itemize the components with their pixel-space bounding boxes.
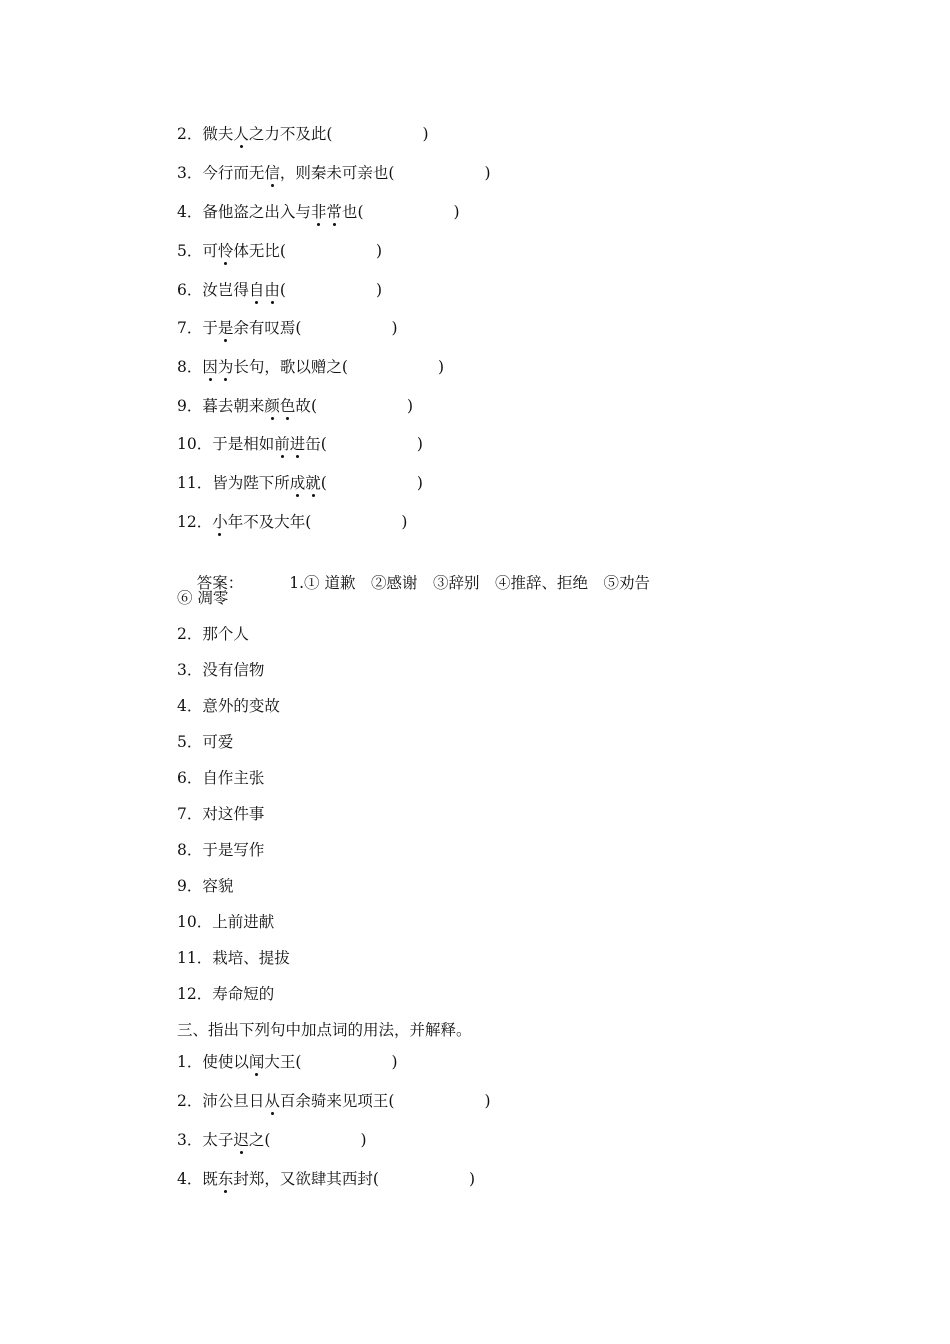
exercise-item: [177, 124, 429, 144]
exercise-item: [177, 163, 491, 183]
item-number: 9．: [177, 397, 203, 415]
dotted-char: 怜: [217, 242, 234, 260]
item-number: 6．: [177, 281, 203, 299]
dotted-char: 为: [217, 358, 234, 376]
sentence-text: 沛公旦日: [202, 1092, 265, 1110]
answer-blank[interactable]: ( ): [341, 358, 445, 376]
sentence-text: 汝岂得: [202, 281, 249, 299]
dotted-char: 因: [202, 358, 218, 376]
sentence-text: 百余骑来见项王: [279, 1092, 389, 1110]
exercise-item: [177, 357, 444, 377]
dotted-char: 进: [289, 435, 306, 453]
dotted-char: 由: [264, 281, 280, 299]
emphasized-word: [264, 397, 295, 415]
dotted-char: 颜: [264, 397, 280, 415]
dotted-char: 小: [212, 513, 228, 531]
answer-blank[interactable]: ( ): [357, 203, 460, 221]
answer-item: 5．可爱: [177, 733, 234, 751]
emphasized-word: [249, 1053, 265, 1071]
answer-blank[interactable]: ( ): [310, 397, 414, 415]
dotted-char: 人: [233, 125, 249, 143]
emphasized-word: [290, 474, 321, 492]
item-number: 11．: [177, 474, 213, 492]
answer-blank[interactable]: ( ): [295, 319, 398, 337]
emphasized-word: [264, 1092, 280, 1110]
dotted-char: 成: [289, 474, 306, 492]
sentence-text: 长句，歌以赠之: [233, 358, 342, 376]
item-number: 3．: [177, 164, 203, 182]
answer-first-line: [177, 553, 650, 613]
answer-label: 答案：: [196, 574, 244, 592]
sentence-text: 太子: [202, 1131, 234, 1149]
answer-item: 7．对这件事: [177, 805, 265, 823]
answer-item: 3．没有信物: [177, 661, 265, 679]
answer-blank[interactable]: ( ): [388, 164, 491, 182]
dotted-char: 就: [305, 474, 321, 492]
answer-blank[interactable]: ( ): [279, 281, 383, 299]
dotted-char: 前: [274, 435, 290, 453]
answer-blank[interactable]: ( ): [388, 1092, 491, 1110]
exercise-item: [177, 318, 398, 338]
item-number: 8．: [177, 358, 203, 376]
sentence-text: 体无比: [233, 242, 280, 260]
answer-blank[interactable]: ( ): [372, 1170, 476, 1188]
sentence-text: 年不及大年: [227, 513, 306, 531]
answer-blank[interactable]: ( ): [305, 513, 408, 531]
sentence-text: 之: [248, 1131, 265, 1149]
exercise-item: [177, 473, 423, 493]
sentence-text: 于是相如: [212, 435, 275, 453]
emphasized-word: [212, 513, 228, 531]
dotted-char: 东: [217, 1170, 234, 1188]
item-number: 7．: [177, 319, 203, 337]
dotted-char: 闻: [248, 1053, 265, 1071]
section-heading: 三、指出下列句中加点词的用法，并解释。: [177, 1021, 472, 1039]
item-number: 3．: [177, 1131, 203, 1149]
item-number: 4．: [177, 1170, 203, 1188]
emphasized-word: [311, 203, 342, 221]
answer-item: 4．意外的变故: [177, 697, 280, 715]
emphasized-word: [264, 164, 280, 182]
answer-blank[interactable]: ( ): [326, 125, 429, 143]
item-number: 4．: [177, 203, 203, 221]
sentence-text: 之力不及此: [248, 125, 327, 143]
item-number: 10．: [177, 435, 213, 453]
dotted-char: 信: [264, 164, 280, 182]
item-number: 2．: [177, 125, 203, 143]
exercise-item: [177, 396, 413, 416]
item-number: 2．: [177, 1092, 203, 1110]
answer-item: 6．自作主张: [177, 769, 265, 787]
exercise-item: [177, 202, 460, 222]
dotted-char: 是: [217, 319, 234, 337]
emphasized-word: [233, 1131, 249, 1149]
item-number: 5．: [177, 242, 203, 260]
sentence-text: 缶: [305, 435, 321, 453]
exercise-item: [177, 434, 423, 454]
sentence-text: 今行而无: [202, 164, 265, 182]
answer-item: 12．寿命短的: [177, 985, 275, 1003]
dotted-char: 自: [248, 281, 265, 299]
exercise-item: [177, 512, 407, 532]
answer-blank[interactable]: ( ): [279, 242, 383, 260]
answer-blank[interactable]: ( ): [264, 1131, 367, 1149]
emphasized-word: [218, 242, 234, 260]
sentence-text: 使使以: [202, 1053, 249, 1071]
exercise-item: [177, 280, 382, 300]
dotted-char: 色: [279, 397, 296, 415]
sentence-text: 余有叹焉: [233, 319, 296, 337]
exercise-item: [177, 241, 382, 261]
item-number: 12．: [177, 513, 213, 531]
answer-item: 9．容貌: [177, 877, 234, 895]
exercise-item: [177, 1169, 475, 1189]
emphasized-word: [218, 319, 234, 337]
answer-item: 11．栽培、提拔: [177, 949, 290, 967]
emphasized-word: [233, 125, 249, 143]
sentence-text: 封郑，又欲肆其西封: [233, 1170, 373, 1188]
answer-text: 1.① 道歉 ②感谢 ③辞别 ④推辞、拒绝 ⑤劝告: [289, 574, 650, 592]
emphasized-word: [218, 1170, 234, 1188]
emphasized-word: [274, 435, 305, 453]
sentence-text: 备他盗之出入与: [202, 203, 311, 221]
sentence-text: ，则秦未可亲也: [279, 164, 389, 182]
sentence-text: 故: [295, 397, 311, 415]
dotted-char: 迟: [233, 1131, 249, 1149]
sentence-text: 大王: [264, 1053, 296, 1071]
sentence-text: 可: [202, 242, 218, 260]
dotted-char: 非: [310, 203, 327, 221]
sentence-text: 皆为陛下所: [212, 474, 290, 492]
emphasized-word: [249, 281, 280, 299]
answer-blank[interactable]: ( ): [320, 474, 423, 492]
sentence-text: 微夫: [202, 125, 234, 143]
sentence-text: 于: [202, 319, 218, 337]
answer-second-line: ⑥ 凋零: [177, 589, 229, 607]
exercise-item: [177, 1091, 491, 1111]
answer-item: 8．于是写作: [177, 841, 265, 859]
exercise-item: [177, 1130, 367, 1150]
emphasized-word: [202, 358, 233, 376]
sentence-text: 暮去朝来: [202, 397, 265, 415]
exercise-item: [177, 1052, 398, 1072]
dotted-char: 从: [264, 1092, 280, 1110]
answer-item: 2．那个人: [177, 625, 249, 643]
sentence-text: 既: [202, 1170, 218, 1188]
dotted-char: 常: [326, 203, 342, 221]
sentence-text: 也: [341, 203, 358, 221]
item-number: 1．: [177, 1053, 203, 1071]
answer-item: 10．上前进献: [177, 913, 275, 931]
answer-blank[interactable]: ( ): [295, 1053, 398, 1071]
answer-blank[interactable]: ( ): [320, 435, 423, 453]
